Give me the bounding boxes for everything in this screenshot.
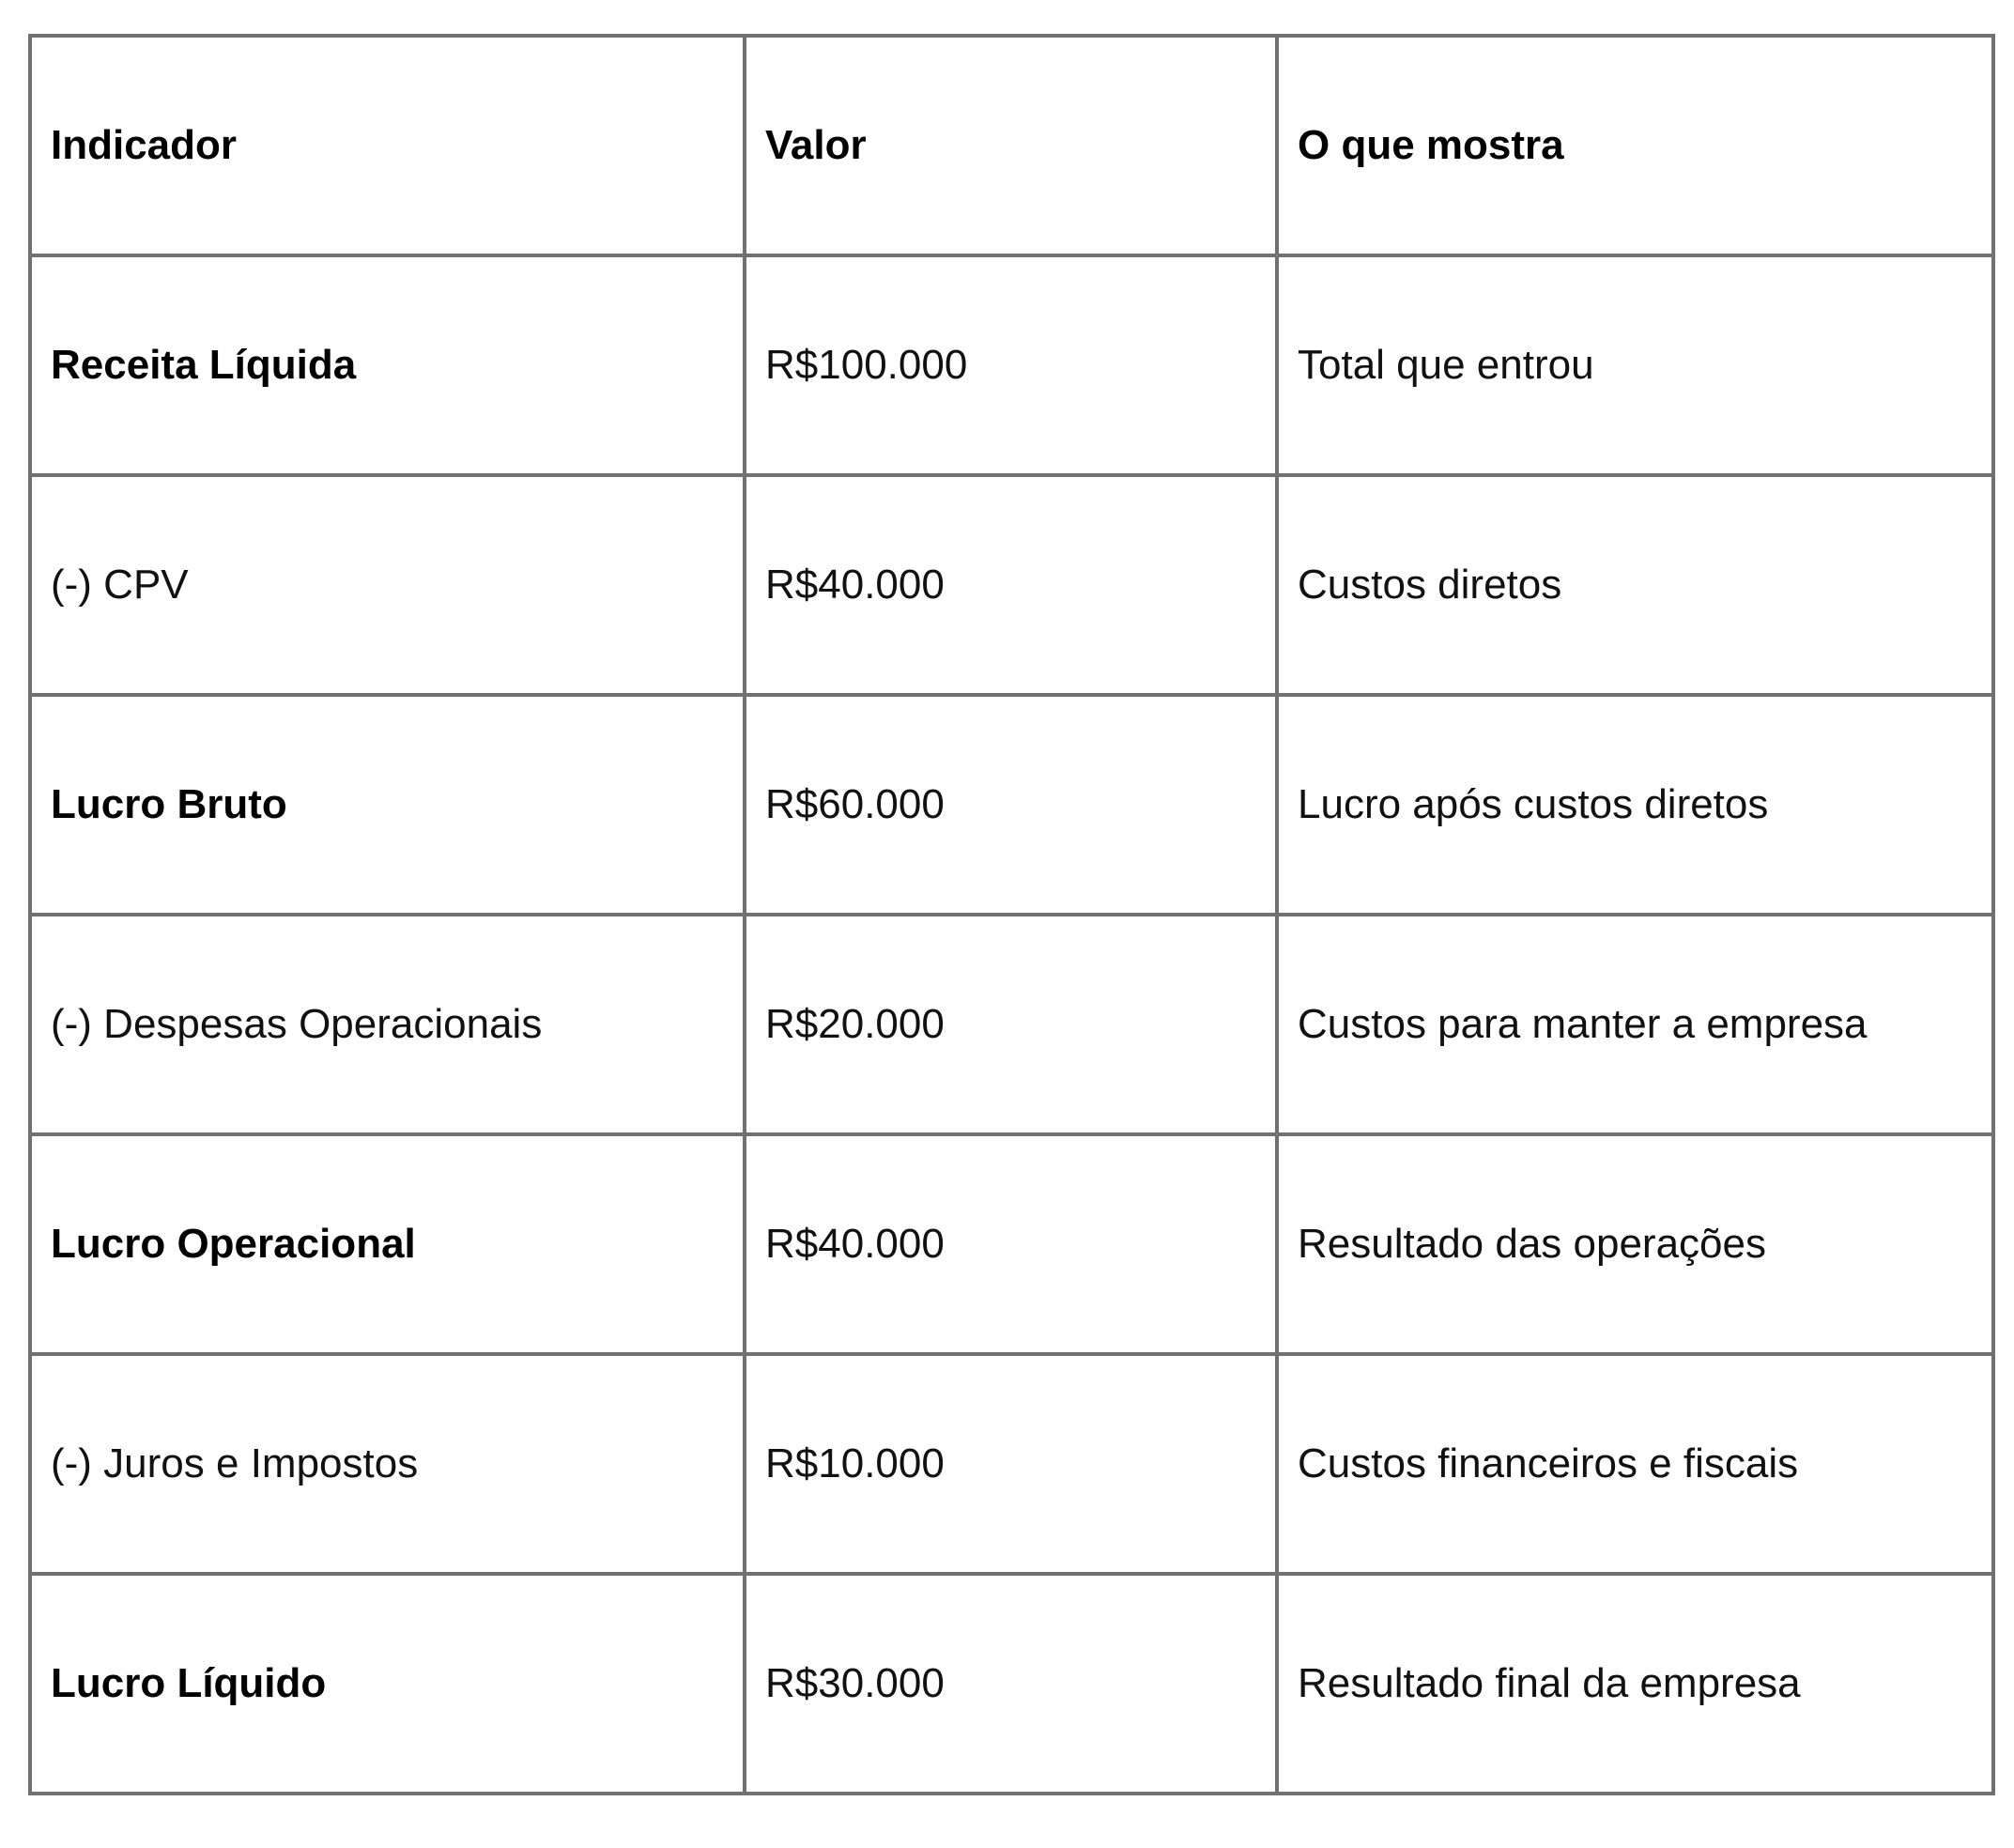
row-indicador: (-) Despesas Operacionais	[30, 915, 745, 1134]
row-valor: R$40.000	[745, 1134, 1277, 1354]
row-valor: R$100.000	[745, 255, 1277, 475]
row-descricao: Custos para manter a empresa	[1277, 915, 1993, 1134]
table-header-row	[30, 36, 1993, 255]
row-descricao: Custos financeiros e fiscais	[1277, 1354, 1993, 1574]
table-row	[30, 1134, 1993, 1354]
row-valor: R$10.000	[745, 1354, 1277, 1574]
row-valor: R$20.000	[745, 915, 1277, 1134]
row-descricao: Resultado das operações	[1277, 1134, 1993, 1354]
header-valor: Valor	[745, 36, 1277, 255]
row-indicador: (-) CPV	[30, 475, 745, 695]
table-row	[30, 915, 1993, 1134]
table-row	[30, 475, 1993, 695]
row-indicador: Lucro Bruto	[30, 695, 745, 915]
row-indicador: Lucro Operacional	[30, 1134, 745, 1354]
header-indicador: Indicador	[30, 36, 745, 255]
table-row	[30, 695, 1993, 915]
table-row	[30, 255, 1993, 475]
table-row	[30, 1354, 1993, 1574]
row-descricao: Lucro após custos diretos	[1277, 695, 1993, 915]
dre-table	[28, 34, 1995, 1795]
row-indicador: Lucro Líquido	[30, 1574, 745, 1794]
table-row	[30, 1574, 1993, 1794]
header-o-que-mostra: O que mostra	[1277, 36, 1993, 255]
row-valor: R$30.000	[745, 1574, 1277, 1794]
row-indicador: (-) Juros e Impostos	[30, 1354, 745, 1574]
row-indicador: Receita Líquida	[30, 255, 745, 475]
row-valor: R$60.000	[745, 695, 1277, 915]
row-descricao: Resultado final da empresa	[1277, 1574, 1993, 1794]
row-descricao: Custos diretos	[1277, 475, 1993, 695]
row-descricao: Total que entrou	[1277, 255, 1993, 475]
row-valor: R$40.000	[745, 475, 1277, 695]
dre-table-container	[28, 34, 1991, 1795]
